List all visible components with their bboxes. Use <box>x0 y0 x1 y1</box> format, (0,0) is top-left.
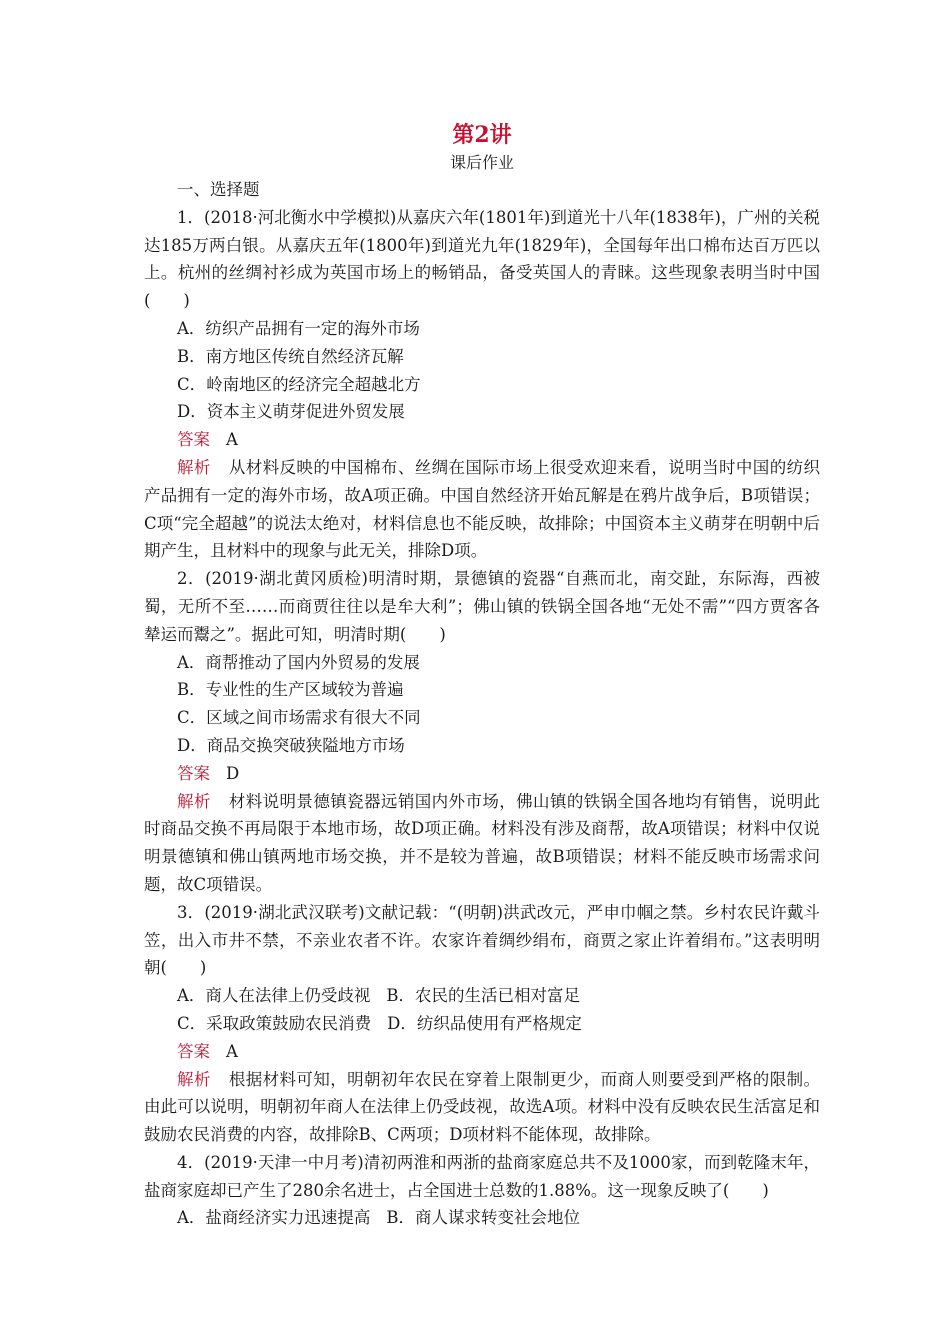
explain-text: 材料说明景德镇瓷器远销国内外市场，佛山镇的铁锅全国各地均有销售，说明此时商品交换不再局限于本地市场，故D项正确。材料没有涉及商帮，故A项错误；材料中仅说明景德镇和佛山镇两地市场交换，并不是较为普遍，故B项错误；材料不能反映市场需求问题，故C项错误。 <box>144 791 821 894</box>
question-1-explanation <box>144 454 820 565</box>
question-3-stem: 3．(2019·湖北武汉联考)文献记载：“(明朝)洪武改元，严申巾帼之禁。乡村农民许戴斗笠，出入市井不禁，不亲业农者不许。农家许着绸纱绢布，商贾之家止许着绢布。”这表明明朝( ) <box>144 902 820 978</box>
explain-label: 解析 <box>177 791 211 811</box>
explain-text: 根据材料可知，明朝初年农民在穿着上限制更少，而商人则要受到严格的限制。由此可以说明，明朝初年商人在法律上仍受歧视，故选A项。材料中没有反映农民生活富足和鼓励农民消费的内容，故排除B、C两项；D项材料不能体现，故排除。 <box>144 1069 821 1145</box>
answer-value: A <box>226 430 238 450</box>
question-4-option-b: B．商人谋求转变社会地位 <box>386 1208 581 1228</box>
question-3-option-c: C．采取政策鼓励农民消费 <box>177 1013 372 1033</box>
question-4-stem: 4．(2019·天津一中月考)清初两淮和两浙的盐商家庭总共不及1000家，而到乾隆末年，盐商家庭却已产生了280余名进士，占全国进士总数的1.88%。这一现象反映了( ) <box>144 1152 820 1200</box>
page-subtitle: 课后作业 <box>449 153 514 172</box>
question-4-options-ab <box>144 1204 820 1232</box>
question-3-answer <box>144 1038 820 1066</box>
question-4-option-a: A．盐商经济实力迅速提高 <box>177 1208 371 1228</box>
answer-label: 答案 <box>177 430 210 450</box>
explain-label: 解析 <box>177 1069 211 1089</box>
question-3-explanation <box>144 1066 820 1149</box>
answer-label: 答案 <box>177 763 210 783</box>
explain-text: 从材料反映的中国棉布、丝绸在国际市场上很受欢迎来看，说明当时中国的纺织产品拥有一定的海外市场，故A项正确。中国自然经济开始瓦解是在鸦片战争后，B项错误；C项“完全超越”的说法太绝对，材料信息也不能反映，故排除；中国资本主义萌芽在明朝中后期产生，且材料中的现象与此无关，排除D项。 <box>144 457 821 561</box>
question-2-option-a: A．商帮推动了国内外贸易的发展 <box>177 652 420 672</box>
question-2-option-c: C．区域之间市场需求有很大不同 <box>177 708 421 728</box>
question-1-option-a: A．纺织产品拥有一定的海外市场 <box>177 318 420 338</box>
page-title: 第2讲 <box>452 122 512 148</box>
question-1-answer <box>144 426 820 454</box>
question-3-option-d: D．纺织品使用有严格规定 <box>387 1013 582 1033</box>
question-3-options-cd <box>144 1010 820 1038</box>
question-1-option-d: D．资本主义萌芽促进外贸发展 <box>177 402 405 422</box>
question-3-option-a: A．商人在法律上仍受歧视 <box>177 986 371 1006</box>
question-2-explanation <box>144 788 820 899</box>
document-content <box>144 120 820 1232</box>
explain-label: 解析 <box>177 457 211 477</box>
question-2-answer <box>144 760 820 788</box>
question-3-options-ab <box>144 982 820 1010</box>
question-1-stem: 1．(2018·河北衡水中学模拟)从嘉庆六年(1801年)到道光十八年(1838年)，广州的关税达185万两白银。从嘉庆五年(1800年)到道光九年(1829年)，全国每年出口棉布达百万匹以上。杭州的丝绸衬衫成为英国市场上的畅销品，备受英国人的青睐。这些现象表明当时中国( ) <box>144 207 820 311</box>
question-2-option-b: B．专业性的生产区域较为普遍 <box>177 680 404 700</box>
question-1-option-c: C．岭南地区的经济完全超越北方 <box>177 374 421 394</box>
answer-label: 答案 <box>177 1041 210 1061</box>
question-3-option-b: B．农民的生活已相对富足 <box>386 986 581 1006</box>
question-2-option-d: D．商品交换突破狭隘地方市场 <box>177 735 405 755</box>
question-1-option-b: B．南方地区传统自然经济瓦解 <box>177 346 404 366</box>
section-heading: 一、选择题 <box>177 180 260 199</box>
question-2-stem: 2．(2019·湖北黄冈质检)明清时期，景德镇的瓷器“自燕而北，南交趾，东际海，西被蜀，无所不至……而商贾往往以是牟大利”；佛山镇的铁锅全国各地“无处不需”“四方贾客各辇运而鬻之”。据此可知，明清时期( ) <box>144 569 820 644</box>
answer-value: D <box>226 763 240 783</box>
answer-value: A <box>226 1041 238 1061</box>
